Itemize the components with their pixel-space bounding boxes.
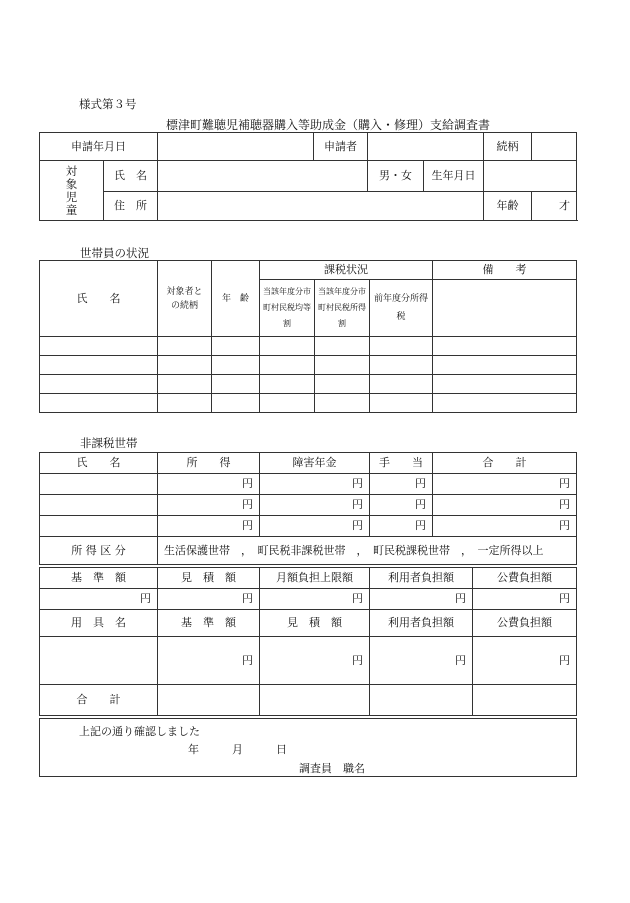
nontax-row (40, 516, 577, 537)
equip-estimate-header: 見 積 額 (260, 610, 370, 637)
age-field[interactable]: 才 (532, 192, 577, 221)
total-cell[interactable] (260, 685, 370, 716)
household-row (40, 394, 577, 413)
application-date-label: 申請年月日 (40, 133, 158, 161)
age-label: 年齢 (484, 192, 532, 221)
nontax-allowance-header: 手 当 (370, 453, 433, 474)
tax-income-text: 当該年度分市町村民税所得割 (318, 287, 366, 328)
income-category-options[interactable]: 生活保護世帯 ， 町民税非課税世帯 ， 町民税課税世帯 ， 一定所得以上 (158, 537, 577, 565)
public-burden-header: 公費負担額 (473, 568, 577, 589)
yen-cell[interactable]: 円 (158, 637, 260, 685)
relation-label: 続柄 (484, 133, 532, 161)
birth-date-field[interactable] (484, 161, 577, 192)
household-name-header: 氏 名 (40, 261, 158, 337)
cell[interactable] (212, 356, 260, 375)
yen-cell[interactable]: 円 (370, 495, 433, 516)
tax-per-capita-text: 当該年度分市町村民税均等割 (263, 287, 311, 328)
equipment-name-header: 用 具 名 (40, 610, 158, 637)
yen-cell[interactable]: 円 (158, 474, 260, 495)
cell[interactable] (40, 337, 158, 356)
household-heading: 世帯員の状況 (80, 246, 149, 260)
remarks-header: 備 考 (433, 261, 577, 280)
application-date-field[interactable] (158, 133, 314, 161)
cell[interactable] (433, 337, 577, 356)
yen-cell[interactable]: 円 (433, 495, 577, 516)
equip-user-burden-header: 利用者負担額 (370, 610, 473, 637)
nontax-table (39, 452, 577, 565)
cell[interactable] (433, 394, 577, 413)
total-cell[interactable] (473, 685, 577, 716)
target-child-label (40, 161, 104, 221)
address-label: 住 所 (104, 192, 158, 221)
tax-per-capita-header (260, 280, 315, 337)
nontax-name-cell[interactable] (40, 516, 158, 537)
household-row (40, 356, 577, 375)
cell[interactable] (40, 394, 158, 413)
inspector-label[interactable]: 調査員 職名 (299, 762, 365, 775)
cell[interactable] (433, 375, 577, 394)
prev-income-tax-text: 前年度分所得税 (373, 294, 428, 322)
total-label: 合 計 (40, 685, 158, 716)
cell[interactable] (260, 356, 315, 375)
nontax-row (40, 474, 577, 495)
amount-table (39, 567, 577, 716)
cell[interactable] (212, 375, 260, 394)
confirm-text: 上記の通り確認しました (79, 725, 200, 738)
yen-cell[interactable]: 円 (158, 516, 260, 537)
household-table (39, 260, 577, 413)
yen-cell[interactable]: 円 (260, 474, 370, 495)
yen-cell[interactable]: 円 (370, 589, 473, 610)
income-category-label: 所 得 区 分 (40, 537, 158, 565)
name-label: 氏 名 (104, 161, 158, 192)
yen-cell[interactable]: 円 (433, 516, 577, 537)
prev-income-tax-header (370, 280, 433, 337)
address-field[interactable] (158, 192, 484, 221)
cell[interactable] (315, 337, 370, 356)
cell[interactable] (260, 337, 315, 356)
equip-base-header: 基 準 額 (158, 610, 260, 637)
yen-cell[interactable]: 円 (260, 589, 370, 610)
cell[interactable] (40, 356, 158, 375)
nontax-name-cell[interactable] (40, 495, 158, 516)
nontax-pension-header: 障害年金 (260, 453, 370, 474)
estimate-header: 見 積 額 (158, 568, 260, 589)
document-title: 標津町難聴児補聴器購入等助成金（購入・修理）支給調査書 (166, 118, 491, 132)
sex-field[interactable]: 男・女 (368, 161, 424, 192)
cell[interactable] (315, 394, 370, 413)
total-cell[interactable] (158, 685, 260, 716)
relation-field[interactable] (532, 133, 577, 161)
yen-cell[interactable]: 円 (260, 495, 370, 516)
tax-income-header (315, 280, 370, 337)
applicant-field[interactable] (368, 133, 484, 161)
nontax-heading: 非課税世帯 (80, 436, 138, 450)
cell[interactable] (315, 356, 370, 375)
yen-cell[interactable]: 円 (158, 589, 260, 610)
cell[interactable] (260, 375, 315, 394)
confirm-date[interactable]: 年 月 日 (188, 743, 287, 756)
household-relation-header (158, 261, 212, 337)
confirmation-box (39, 718, 577, 777)
household-row (40, 337, 577, 356)
yen-cell[interactable]: 円 (158, 495, 260, 516)
yen-cell[interactable]: 円 (370, 474, 433, 495)
cell[interactable] (158, 337, 212, 356)
monthly-limit-header: 月額負担上限額 (260, 568, 370, 589)
nontax-income-header: 所 得 (158, 453, 260, 474)
cell[interactable] (370, 337, 433, 356)
target-child-text: 対象児童 (65, 163, 78, 217)
yen-cell[interactable]: 円 (473, 637, 577, 685)
total-cell[interactable] (370, 685, 473, 716)
yen-cell[interactable]: 円 (473, 589, 577, 610)
cell[interactable] (40, 375, 158, 394)
yen-cell[interactable]: 円 (433, 474, 577, 495)
nontax-row (40, 495, 577, 516)
birth-date-label: 生年月日 (424, 161, 484, 192)
cell[interactable] (315, 375, 370, 394)
tax-status-header: 課税状況 (260, 261, 433, 280)
yen-cell[interactable]: 円 (40, 589, 158, 610)
yen-cell[interactable]: 円 (260, 516, 370, 537)
nontax-total-header: 合 計 (433, 453, 577, 474)
household-relation-text: 対象者との続柄 (166, 286, 203, 311)
yen-cell[interactable]: 円 (370, 637, 473, 685)
nontax-name-header: 氏 名 (40, 453, 158, 474)
nontax-name-cell[interactable] (40, 474, 158, 495)
applicant-label: 申請者 (314, 133, 368, 161)
yen-cell[interactable]: 円 (370, 516, 433, 537)
cell[interactable] (212, 337, 260, 356)
yen-cell[interactable]: 円 (260, 637, 370, 685)
remarks-cell[interactable] (433, 280, 577, 337)
base-amount-header: 基 準 額 (40, 568, 158, 589)
equipment-name-cell[interactable] (40, 637, 158, 685)
cell[interactable] (158, 394, 212, 413)
equip-public-burden-header: 公費負担額 (473, 610, 577, 637)
cell[interactable] (158, 375, 212, 394)
cell[interactable] (370, 375, 433, 394)
cell[interactable] (370, 356, 433, 375)
cell[interactable] (433, 356, 577, 375)
cell[interactable] (212, 394, 260, 413)
user-burden-header: 利用者負担額 (370, 568, 473, 589)
form-number: 様式第３号 (79, 97, 137, 111)
household-age-header: 年 齢 (212, 261, 260, 337)
cell[interactable] (370, 394, 433, 413)
applicant-table (39, 132, 577, 221)
cell[interactable] (158, 356, 212, 375)
household-row (40, 375, 577, 394)
child-name-field[interactable] (158, 161, 368, 192)
cell[interactable] (260, 394, 315, 413)
